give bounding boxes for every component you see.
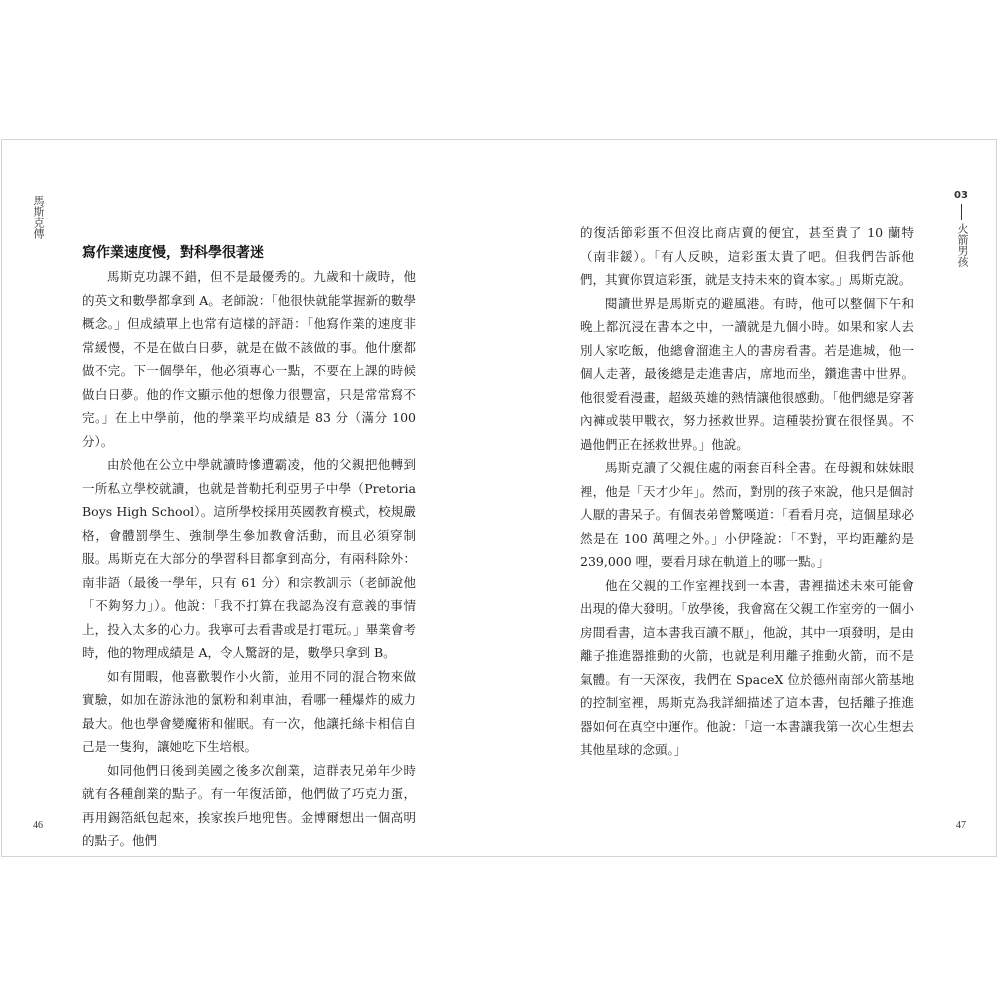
paragraph: 如有閒暇，他喜歡製作小火箭，並用不同的混合物來做實驗，如加在游泳池的氯粉和剎車油，看哪一種爆炸的威力最大。他也學會變魔術和催眠。有一次，他讓托絲卡相信自己是一隻狗，讓她吃下生培根。 [82,668,416,754]
paragraph: 馬斯克功課不錯，但不是最優秀的。九歲和十歲時，他的英文和數學都拿到 A。老師說：「他很快就能掌握新的數學概念。」但成績單上也常有這樣的評語：「他寫作業的速度非常緩慢，不是在做白日夢，就是在做不該做的事。他什麼都做不完。下一個學年，他必須專心一點，不要在上課的時候做白日夢。他的作文顯示他的想像力很豐富，只是常常寫不完。」在上中學前，他的學業平均成績是 83 分（滿分 100 分）。 [82,269,416,449]
paragraph: 馬斯克讀了父親住處的兩套百科全書。在母親和妹妹眼裡，他是「天才少年」。然而，對別的孩子來說，他只是個討人厭的書呆子。有個表弟曾驚嘆道：「看看月亮，這個星球必然是在 100 萬哩之外。」小伊隆說：「不對，平均距離約是 239,000 哩，要看月球在軌道上的哪一點。」 [580,460,914,569]
page-number-left: 46 [33,820,43,831]
paragraph-continuation: 的復活節彩蛋不但沒比商店賣的便宜，甚至貴了 10 蘭特（南非鍰）。「有人反映，這彩蛋太貴了吧。但我們告訴他們，其實你買這彩蛋，就是支持未來的資本家。」馬斯克說。 [580,225,914,287]
right-page-body [580,221,914,762]
paragraph: 閱讀世界是馬斯克的避風港。有時，他可以整個下午和晚上都沉浸在書本之中，一讀就是九個小時。如果和家人去別人家吃飯，他總會溜進主人的書房看書。若是進城，他一個人走著，最後總是走進書店，席地而坐，鑽進書中世界。他很愛看漫畫，超級英雄的熱情讓他很感動。「他們總是穿著內褲或裝甲戰衣，努力拯救世界。這種裝扮實在很怪異。不過他們正在拯救世界。」他說。 [580,295,914,452]
paragraph: 如同他們日後到美國之後多次創業，這群表兄弟年少時就有各種創業的點子。有一年復活節，他們做了巧克力蛋，再用錫箔紙包起來，挨家挨戶地兜售。金博爾想出一個高明的點子。他們 [82,762,416,848]
left-page-body [82,242,416,853]
page-number-right: 47 [956,820,966,831]
paragraph: 由於他在公立中學就讀時慘遭霸凌，他的父親把他轉到一所私立學校就讀，也就是普勒托利亞男子中學（Pretoria Boys High School）。這所學校採用英國教育模式，校規嚴格，會體罰學生、強制學生參加教會活動，而且必須穿制服。馬斯克在大部分的學習科目都拿到高分，有兩科除外：南非語（最後一學年，只有 61 分）和宗教訓示（老師說他「不夠努力」）。他說：「我不打算在我認為沒有意義的事情上，投入太多的心力。我寧可去看書或是打電玩。」畢業會考時，他的物理成績是 A，令人驚訝的是，數學只拿到 B。 [82,457,416,660]
paragraph: 他在父親的工作室裡找到一本書，書裡描述未來可能會出現的偉大發明。「放學後，我會窩在父親工作室旁的一個小房間看書，這本書我百讀不厭」，他說，其中一項發明，是由離子推進器推動的火箭，也就是利用離子推動火箭，而不是氣體。有一天深夜，我們在 SpaceX 位於德州南部火箭基地的控制室裡，馬斯克為我詳細描述了這本書，包括離子推進器如何在真空中運作。他說：「這一本書讓我第一次心生想去其他星球的念頭。」 [580,577,914,757]
section-heading: 寫作業速度慢，對科學很著迷 [82,245,264,261]
chapter-title: 火箭男孩 [956,223,969,267]
running-head-book-title: 馬斯克傳 [32,195,45,239]
chapter-number: 03 [954,190,968,201]
chapter-rule [961,204,962,220]
